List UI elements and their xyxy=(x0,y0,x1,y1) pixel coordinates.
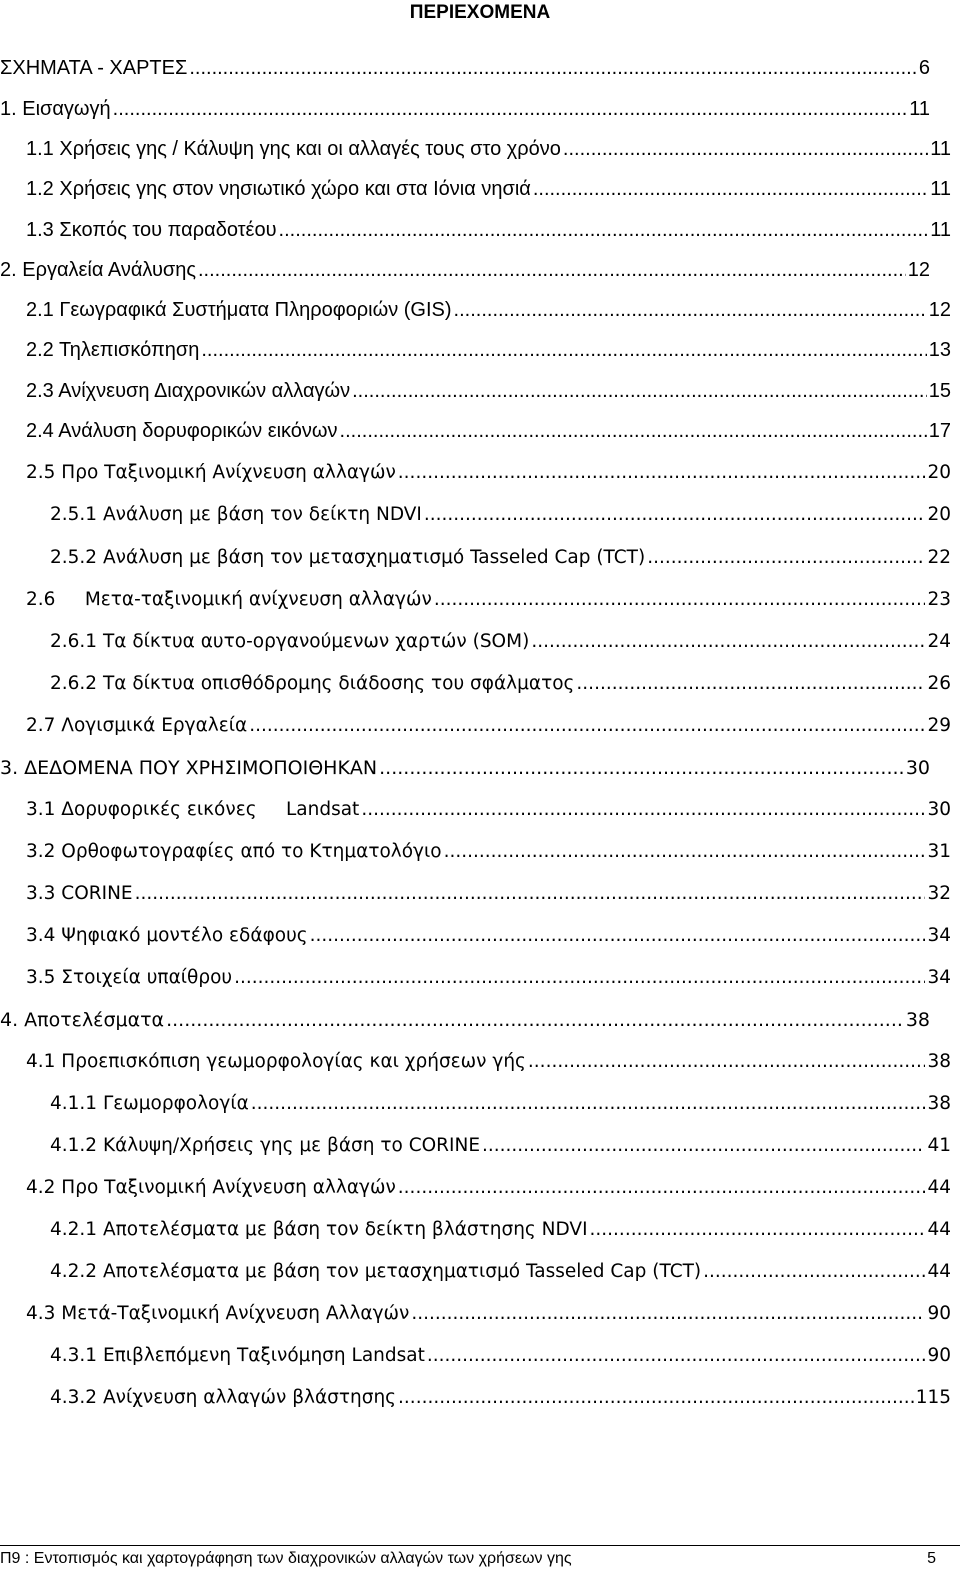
toc-leader xyxy=(398,460,926,486)
toc-entry-label: 2.2 Τηλεπισκόπηση xyxy=(26,339,200,361)
toc-entry[interactable] xyxy=(0,257,930,283)
toc-entry[interactable] xyxy=(0,755,930,781)
toc-entry-page: 11 xyxy=(930,138,951,160)
toc-entry-label: ΣΧΗΜΑΤΑ - ΧΑΡΤΕΣ xyxy=(0,57,188,79)
toc-entry-page: 12 xyxy=(907,259,930,281)
toc-leader xyxy=(398,1385,914,1411)
toc-entry[interactable] xyxy=(50,1091,951,1117)
toc-entry[interactable] xyxy=(26,1301,951,1327)
toc-entry-page: 15 xyxy=(928,380,951,402)
toc-entry-label: 2.7 Λογισμικά Εργαλεία xyxy=(26,715,248,736)
toc-entry-page: 6 xyxy=(918,57,930,79)
toc-entry-page: 12 xyxy=(928,299,951,321)
toc-entry-label: 2. Εργαλεία Ανάλυσης xyxy=(0,259,196,281)
toc-entry-page: 23 xyxy=(927,589,951,610)
toc-entry-page: 30 xyxy=(927,799,951,820)
toc-entry-page: 17 xyxy=(928,420,951,442)
toc-leader xyxy=(251,1091,926,1117)
toc-entry[interactable] xyxy=(26,713,951,739)
page-title: ΠΕΡΙΕΧΟΜΕΝΑ xyxy=(409,2,551,23)
toc-entry-page: 11 xyxy=(909,98,930,120)
toc-entry-page: 13 xyxy=(928,339,951,361)
toc-entry-label: 3.3 CORINE xyxy=(26,883,133,904)
toc-leader xyxy=(528,1049,926,1075)
toc-entry-label: 4.3.2 Ανίχνευση αλλαγών βλάστησης xyxy=(50,1387,397,1408)
toc-entry-page: 11 xyxy=(930,178,951,200)
toc-leader xyxy=(411,1301,925,1327)
toc-entry-page: 38 xyxy=(927,1093,951,1114)
toc-entry-page: 29 xyxy=(927,715,951,736)
toc-leader xyxy=(703,1259,925,1285)
toc-entry-page: 44 xyxy=(927,1261,951,1282)
toc-entry-page: 44 xyxy=(927,1219,951,1240)
toc-leader xyxy=(533,176,928,202)
toc-entry-page: 32 xyxy=(927,883,951,904)
toc-entry[interactable] xyxy=(26,923,951,949)
toc-leader xyxy=(427,1343,926,1369)
toc-leader xyxy=(198,257,906,283)
toc-entry-page: 38 xyxy=(927,1051,951,1072)
toc-leader xyxy=(563,136,928,162)
toc-leader xyxy=(279,217,929,243)
toc-entry-label: 1.3 Σκοπός του παραδοτέου xyxy=(26,219,277,241)
toc-entry-label: 4.2.1 Αποτελέσματα με βάση τον δείκτη βλάστησης NDVI xyxy=(50,1219,588,1240)
toc-leader xyxy=(340,418,927,444)
toc-entry[interactable] xyxy=(50,1343,951,1369)
toc-leader xyxy=(434,587,926,613)
toc-entry-label: 2.5 Προ Ταξινομική Ανίχνευση αλλαγών xyxy=(26,462,396,483)
toc-entry-label: 4.1.1 Γεωμορφολογία xyxy=(50,1093,249,1114)
toc-leader xyxy=(113,96,908,122)
toc-leader xyxy=(166,1007,904,1033)
toc-leader xyxy=(424,502,926,528)
toc-entry-page: 44 xyxy=(927,1177,951,1198)
toc-entry[interactable] xyxy=(50,502,951,528)
toc-leader xyxy=(361,797,925,823)
toc-entry[interactable] xyxy=(0,1007,930,1033)
toc-leader xyxy=(379,755,904,781)
toc-entry[interactable] xyxy=(50,1217,951,1243)
toc-leader xyxy=(135,881,926,907)
toc-entry-page: 90 xyxy=(927,1345,951,1366)
toc-entry[interactable] xyxy=(26,881,951,907)
toc-entry-page: 34 xyxy=(927,925,951,946)
toc-entry[interactable] xyxy=(26,217,951,243)
toc-entry-page: 31 xyxy=(927,841,951,862)
page-footer xyxy=(0,1545,960,1575)
toc-entry[interactable] xyxy=(0,96,930,122)
toc-entry[interactable] xyxy=(26,378,951,404)
toc-entry[interactable] xyxy=(26,839,951,865)
toc-entry-label: 1. Εισαγωγή xyxy=(0,98,111,120)
toc-entry-page: 20 xyxy=(927,504,951,525)
toc-leader xyxy=(234,965,925,991)
toc-leader xyxy=(482,1133,925,1159)
toc-entry[interactable] xyxy=(50,1259,951,1285)
toc-entry[interactable] xyxy=(50,629,951,655)
toc-entry-label: 4.1 Προεπισκόπιση γεωμορφολογίας και χρήσεων γής xyxy=(26,1051,526,1072)
toc-entry[interactable] xyxy=(26,136,951,162)
toc-leader xyxy=(444,839,926,865)
toc-entry-page: 24 xyxy=(927,631,951,652)
toc-leader xyxy=(576,671,925,697)
toc-entry-page: 20 xyxy=(927,462,951,483)
toc-entry-label: 2.6.2 Τα δίκτυα οπισθόδρομης διάδοσης του σφάλματος xyxy=(50,673,575,694)
toc-entry-label: 1.2 Χρήσεις γης στον νησιωτικό χώρο και στα Ιόνια νησιά xyxy=(26,178,531,200)
toc-entry-label: 4.1.2 Κάλυψη/Χρήσεις γης με βάση το CORINE xyxy=(50,1135,481,1156)
footer-rule xyxy=(0,1545,960,1546)
toc-entry[interactable] xyxy=(50,671,951,697)
toc-entry[interactable] xyxy=(26,1175,951,1201)
toc-entry-page: 34 xyxy=(927,967,951,988)
toc-leader xyxy=(590,1217,926,1243)
toc-entry-label: 3.1 Δορυφορικές εικόνες Landsat xyxy=(26,799,360,820)
toc-entry-label: 2.3 Ανίχνευση Διαχρονικών αλλαγών xyxy=(26,380,351,402)
toc-entry-label: 1.1 Χρήσεις γης / Κάλυψη γης και οι αλλαγές τους στο χρόνο xyxy=(26,138,561,160)
toc-leader xyxy=(310,923,926,949)
toc-leader xyxy=(454,297,927,323)
toc-entry[interactable] xyxy=(50,545,951,571)
toc-entry-label: 4.3.1 Επιβλεπόμενη Ταξινόμηση Landsat xyxy=(50,1345,425,1366)
toc-entry-page: 22 xyxy=(927,547,951,568)
toc-entry-page: 115 xyxy=(915,1387,951,1408)
toc-entry[interactable] xyxy=(26,1049,951,1075)
toc-leader xyxy=(201,337,926,363)
toc-entry-label: 4.2 Προ Ταξινομική Ανίχνευση αλλαγών xyxy=(26,1177,396,1198)
toc-entry-label: 4.3 Μετά-Ταξινομική Ανίχνευση Αλλαγών xyxy=(26,1303,410,1324)
toc-entry[interactable] xyxy=(0,55,930,81)
toc-entry-label: 2.1 Γεωγραφικά Συστήματα Πληροφοριών (GIS) xyxy=(26,299,452,321)
toc-entry-label: 2.6 Μετα-ταξινομική ανίχνευση αλλαγών xyxy=(26,589,432,610)
toc-entry-page: 41 xyxy=(927,1135,951,1156)
toc-entry-page: 90 xyxy=(927,1303,951,1324)
toc-entry-label: 4. Αποτελέσματα xyxy=(0,1009,165,1031)
toc-entry[interactable] xyxy=(26,587,951,613)
toc-entry-label: 2.5.1 Ανάλυση με βάση τον δείκτη NDVI xyxy=(50,504,422,525)
toc-entry-label: 3.5 Στοιχεία υπαίθρου xyxy=(26,967,233,988)
toc-entry[interactable] xyxy=(26,965,951,991)
toc-entry-label: 3.4 Ψηφιακό μοντέλο εδάφους xyxy=(26,925,308,946)
toc-entry-label: 3.2 Ορθοφωτογραφίες από το Κτηματολόγιο xyxy=(26,841,442,862)
toc-entry-label: 3. ΔΕΔΟΜΕΝΑ ΠΟΥ ΧΡΗΣΙΜΟΠΟΙΘΗΚΑΝ xyxy=(0,757,378,779)
toc-entry[interactable] xyxy=(26,176,951,202)
toc-entry[interactable] xyxy=(26,460,951,486)
toc-leader xyxy=(647,545,925,571)
toc-leader xyxy=(531,629,925,655)
toc-entry-page: 38 xyxy=(905,1009,930,1031)
toc-entry[interactable] xyxy=(26,418,951,444)
toc-entry-page: 11 xyxy=(930,219,951,241)
toc-entry-label: 2.5.2 Ανάλυση με βάση τον μετασχηματισμό Tasseled Cap (TCT) xyxy=(50,547,646,568)
toc-entry[interactable] xyxy=(50,1133,951,1159)
toc-leader xyxy=(249,713,925,739)
toc-leader xyxy=(189,55,917,81)
toc-entry[interactable] xyxy=(26,797,951,823)
footer-text: Π9 : Εντοπισμός και χαρτογράφηση των διαχρονικών αλλαγών των χρήσεων γης xyxy=(0,1550,572,1567)
toc-entry[interactable] xyxy=(50,1385,951,1411)
footer-page-number: 5 xyxy=(927,1550,936,1567)
toc-leader xyxy=(398,1175,926,1201)
toc-entry-page: 30 xyxy=(905,757,930,779)
toc-entry-page: 26 xyxy=(927,673,951,694)
toc-entry[interactable] xyxy=(26,337,951,363)
toc-leader xyxy=(352,378,927,404)
toc-entry-label: 4.2.2 Αποτελέσματα με βάση τον μετασχηματισμό Tasseled Cap (TCT) xyxy=(50,1261,702,1282)
toc-entry-label: 2.4 Ανάλυση δορυφορικών εικόνων xyxy=(26,420,338,442)
toc-entry[interactable] xyxy=(26,297,951,323)
toc-entry-label: 2.6.1 Τα δίκτυα αυτο-οργανούμενων χαρτών (SOM) xyxy=(50,631,530,652)
